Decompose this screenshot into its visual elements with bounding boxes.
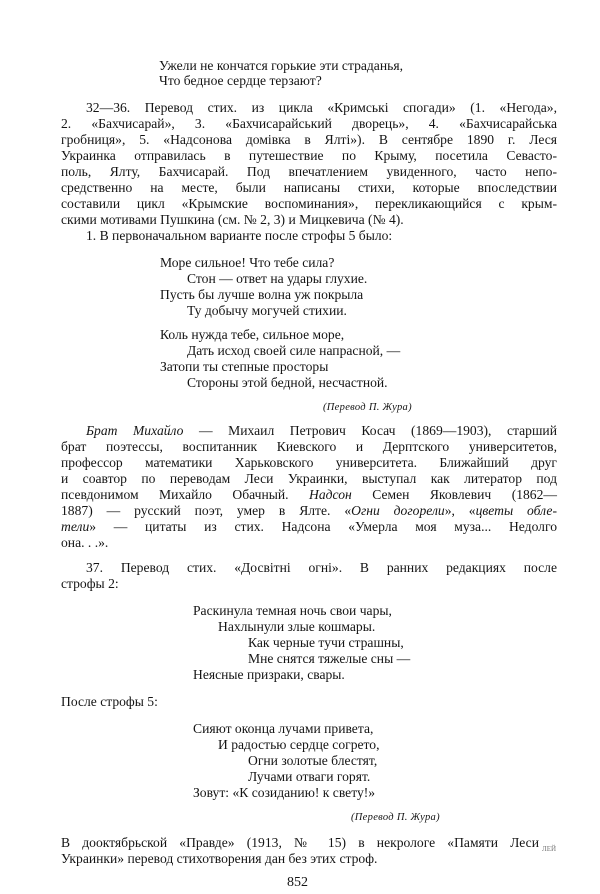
variant-3-line: Огни золотые блестят,: [248, 753, 378, 768]
variant-1-line: Стон — ответ на удары глухие.: [187, 271, 368, 286]
variant-2-line: Мне снятся тяжелые сны —: [248, 651, 411, 666]
library-stamp: ЛЕЙ: [542, 845, 557, 853]
note-brat-line: она. . .».: [61, 535, 109, 550]
quote-ogni-dogoreli: Огни догорели: [351, 503, 445, 518]
variant-1-line: Коль нужда тебе, сильное море,: [160, 327, 345, 342]
translator-credit: (Перевод П. Жура): [351, 812, 440, 823]
verse-intro-line-1: Ужели не кончатся горькие эти страданья,: [159, 58, 403, 73]
note-brat-line: брат поэтессы, воспитанник Киевского и Дерптского университетов,: [61, 439, 557, 454]
note-brat-line: тели» — цитаты из стих. Надсона «Умерла моя муза... Недолго: [61, 519, 557, 534]
note-item-1: 1. В первоначальном варианте после строфы 5 было:: [86, 228, 393, 243]
term-brat-mikhailo: Брат Михайло: [86, 423, 184, 438]
quote-tsvety-b: тели: [61, 519, 90, 534]
note-brat-line: профессор математики Харьковского университета. Ближайший друг: [61, 455, 557, 470]
note-32-36-line: Украинка отправилась в путешествие по Крыму, посетила Севасто-: [61, 148, 557, 163]
note-brat-line: псевдонимом Михайло Обачный. Надсон Семен Яковлевич (1862—: [61, 487, 557, 502]
note-32-36-line: составили цикл «Крымские воспоминания», перекликающийся с крым-: [61, 196, 557, 211]
note-37-line: строфы 2:: [61, 576, 119, 591]
note-32-36-line: средственно на месте, были написаны стихи, которые впоследствии: [61, 180, 557, 195]
variant-3-line: И радостью сердце согрето,: [218, 737, 380, 752]
variant-1-line: Стороны этой бедной, несчастной.: [187, 375, 388, 390]
variant-1-line: Дать исход своей силе напрасной, —: [187, 343, 401, 358]
translator-credit: (Перевод П. Жура): [323, 402, 412, 413]
page-number: 852: [287, 875, 308, 890]
note-32-36-line: 2. «Бахчисарай», 3. «Бахчисарайський дворець», 4. «Бахчисарайська: [61, 116, 557, 131]
note-32-36-line: 32—36. Перевод стих. из цикла «Кримські спогади» (1. «Негода»,: [86, 100, 557, 115]
variant-3-line: Сияют оконца лучами привета,: [193, 721, 374, 736]
after-stanza-5-heading: После строфы 5:: [61, 694, 158, 709]
note-32-36-line: гробниця», 5. «Надсонова домівка в Ялті»). В сентябре 1890 г. Леся: [61, 132, 557, 147]
variant-1-line: Пусть бы лучше волна уж покрыла: [160, 287, 364, 302]
note-brat-line: 1887) — русский поэт, умер в Ялте. «Огни догорели», «цветы обле-: [61, 503, 557, 518]
variant-2-line: Неясные призраки, свары.: [193, 667, 345, 682]
term-nadson: Надсон: [309, 487, 352, 502]
variant-3-line: Зовут: «К созиданию! к свету!»: [193, 785, 376, 800]
note-37-line: 37. Перевод стих. «Досвітні огні». В ранних редакциях после: [86, 560, 557, 575]
quote-tsvety-a: цветы обле-: [475, 503, 557, 518]
note-32-36-line: поль, Ялту, Бахчисарай. Под впечатлением увиденного, часто непо-: [61, 164, 557, 179]
variant-1-line: Затопи ты степные просторы: [160, 359, 329, 374]
variant-3-line: Лучами отваги горят.: [248, 769, 371, 784]
variant-1-line: Море сильное! Что тебе сила?: [160, 255, 335, 270]
note-brat-line: и соавтор по переводам Леси Украинки, выступал как литератор под: [61, 471, 557, 486]
variant-2-line: Как черные тучи страшны,: [248, 635, 404, 650]
variant-1-line: Ту добычу могучей стихии.: [187, 303, 347, 318]
note-32-36-line: скими мотивами Пушкина (см. № 2, 3) и Мицкевича (№ 4).: [61, 212, 404, 227]
verse-intro-line-2: Что бедное сердце терзают?: [159, 73, 322, 88]
note-pravda-line: Украинки» перевод стихотворения дан без этих строф.: [61, 851, 378, 866]
variant-2-line: Раскинула темная ночь свои чары,: [193, 603, 392, 618]
variant-2-line: Нахлынули злые кошмары.: [218, 619, 376, 634]
note-brat-line: Брат Михайло — Михаил Петрович Косач (1869—1903), старший: [86, 423, 557, 438]
note-pravda-line: В дооктябрьской «Правде» (1913, № 15) в некрологе «Памяти Леси: [61, 835, 539, 850]
